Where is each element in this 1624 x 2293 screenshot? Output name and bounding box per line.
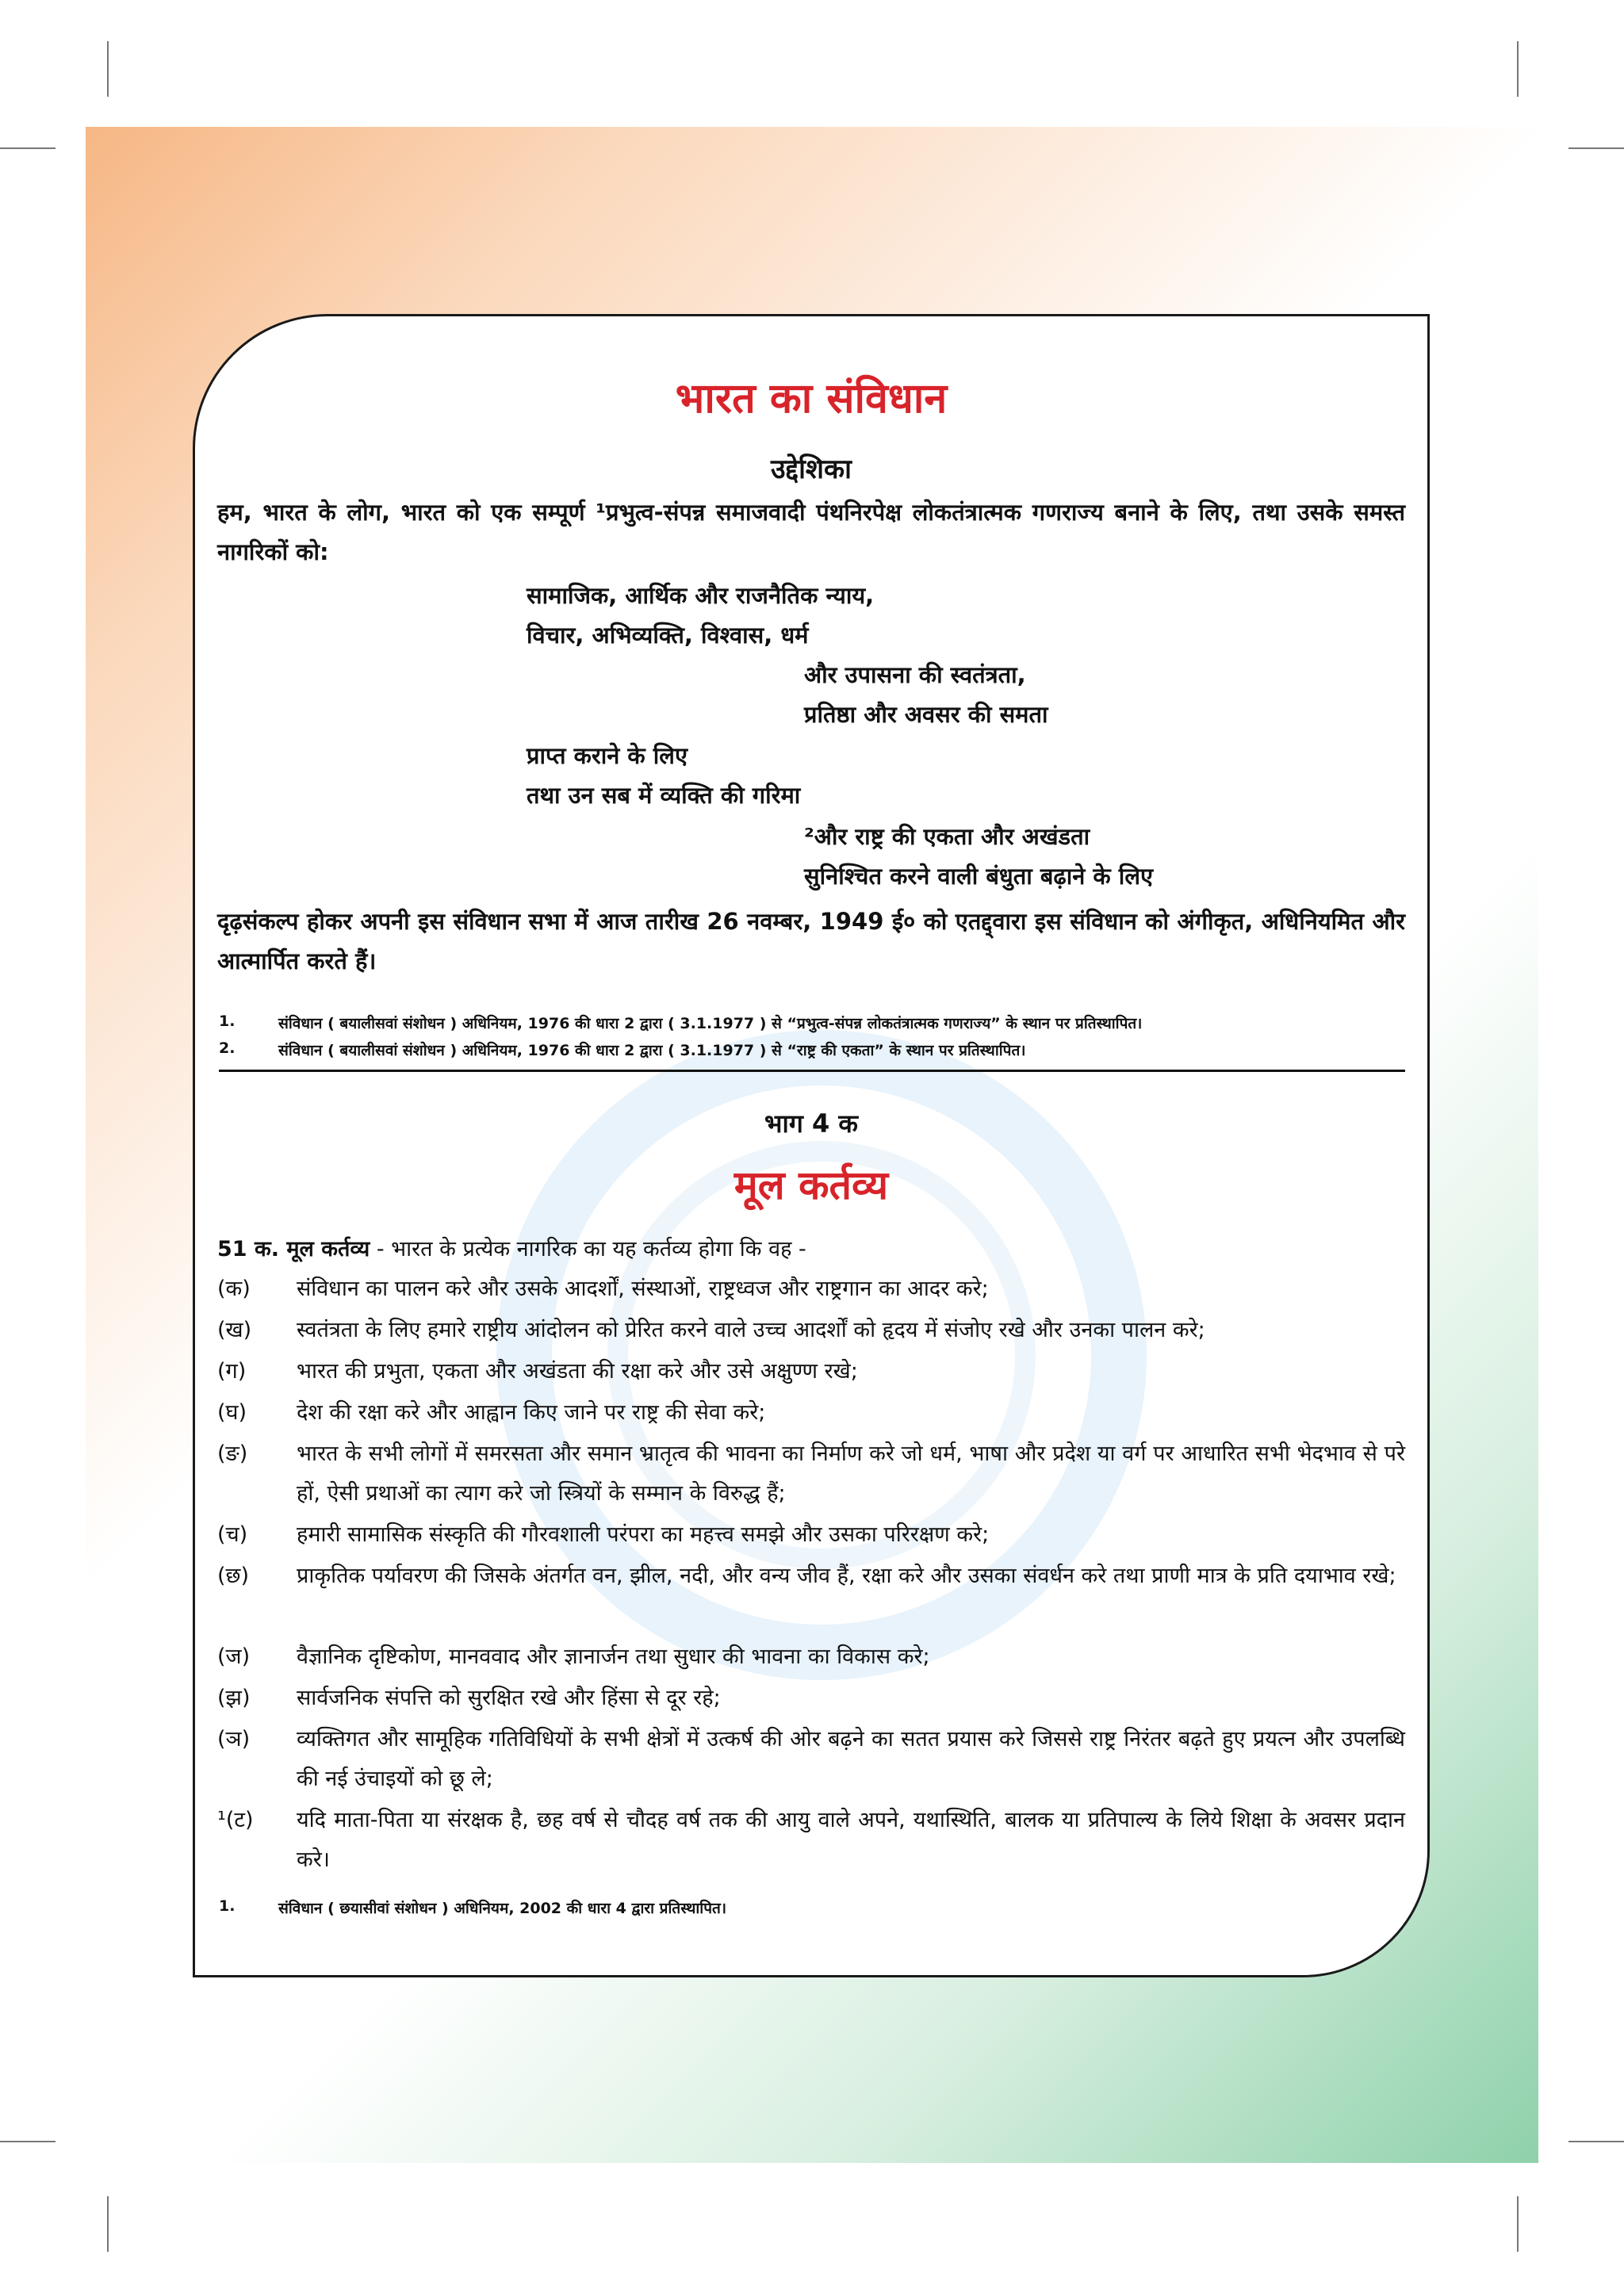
preamble-line: ²और राष्ट्र की एकता और अखंडता [804, 823, 1090, 850]
duty-text: वैज्ञानिक दृष्टिकोण, मानववाद और ज्ञानार्जन तथा सुधार की भावना का विकास करे; [297, 1644, 930, 1669]
duty-label: (च) [217, 1522, 248, 1547]
duties-footnote [219, 1897, 1400, 1918]
article-intro-text: - भारत के प्रत्येक नागरिक का यह कर्तव्य होगा कि वह - [370, 1237, 806, 1261]
article-label: 51 क. मूल कर्तव्य [217, 1237, 370, 1261]
preamble-line: सुनिश्चित करने वाली बंधुता बढ़ाने के लिए [804, 863, 1154, 890]
duty-text: भारत की प्रभुता, एकता और अखंडता की रक्षा करे और उसे अक्षुण्ण रखे; [297, 1359, 858, 1384]
preamble-opening: हम, भारत के लोग, भारत को एक सम्पूर्ण ¹प्रभुत्व-संपन्न समाजवादी पंथनिरपेक्ष लोकतंत्रात्मक गणराज्य बनाने के लिए, तथा उसके समस्त नागरिकों को: [217, 499, 1405, 565]
duty-item [217, 1311, 1405, 1350]
preamble-line: प्राप्त कराने के लिए [527, 742, 688, 769]
duty-text: यदि माता-पिता या संरक्षक है, छह वर्ष से चौदह वर्ष तक की आयु वाले अपने, यथास्थिति, बालक या प्रतिपाल्य के लिये शिक्षा के अवसर प्रदान करे। [297, 1808, 1405, 1872]
duty-label: (घ) [217, 1400, 247, 1425]
duty-item [217, 1393, 1405, 1433]
footnote-number: 1. [219, 1013, 236, 1030]
footnote-number: 1. [219, 1897, 236, 1915]
duty-text: व्यक्तिगत और सामूहिक गतिविधियों के सभी क्षेत्रों में उत्कर्ष की ओर बढ़ने का सतत प्रयास करे जिससे राष्ट्र निरंतर बढ़ते हुए प्रयत्न और उपलब्धि की नई उंचाइयों को छू ले; [297, 1727, 1405, 1791]
duty-item [217, 1556, 1405, 1636]
footnote-number: 2. [219, 1039, 236, 1057]
duty-text: हमारी सामासिक संस्कृति की गौरवशाली परंपरा का महत्त्व समझे और उसका परिरक्षण करे; [297, 1522, 990, 1547]
crop-mark [1517, 41, 1519, 97]
duty-item [217, 1637, 1405, 1677]
duty-item [217, 1434, 1405, 1514]
duties-intro [217, 1230, 1405, 1269]
preamble-title: भारत का संविधान [675, 375, 948, 423]
preamble-closing: दृढ़संकल्प होकर अपनी इस संविधान सभा में आज तारीख 26 नवम्बर, 1949 ई० को एतद्द्वारा इस संविधान को अंगीकृत, अधिनियमित और आत्मार्पित करते हैं। [217, 908, 1405, 974]
crop-mark [1568, 2141, 1624, 2142]
duty-label: (ञ) [217, 1727, 251, 1751]
duty-text: संविधान का पालन करे और उसके आदर्शों, संस्थाओं, राष्ट्रध्वज और राष्ट्रगान का आदर करे; [297, 1277, 989, 1301]
duty-item [217, 1720, 1405, 1799]
duty-label: (क) [217, 1277, 251, 1301]
duty-label: (ङ) [217, 1441, 248, 1466]
crop-mark [107, 41, 109, 97]
duty-label: (ज) [217, 1644, 251, 1669]
duty-label: (ख) [217, 1318, 252, 1342]
duties-title: मूल कर्तव्य [733, 1162, 889, 1208]
crop-mark [1517, 2196, 1519, 2252]
duty-label: (ग) [217, 1359, 247, 1384]
duty-item [217, 1515, 1405, 1555]
duty-item [217, 1352, 1405, 1391]
duty-text: प्राकृतिक पर्यावरण की जिसके अंतर्गत वन, झील, नदी, और वन्य जीव हैं, रक्षा करे और उसका संवर्धन करे तथा प्राणी मात्र के प्रति दयाभाव रखे; [297, 1564, 1396, 1588]
preamble-line: और उपासना की स्वतंत्रता, [804, 661, 1026, 688]
duty-label: (झ) [217, 1686, 251, 1710]
duty-text: स्वतंत्रता के लिए हमारे राष्ट्रीय आंदोलन को प्रेरित करने वाले उच्च आदर्शों को हृदय में संजोए रखे और उनका पालन करे; [297, 1318, 1205, 1342]
preamble-footnote-2 [219, 1039, 1400, 1060]
preamble-line: सामाजिक, आर्थिक और राजनैतिक न्याय, [527, 582, 875, 609]
part-heading: भाग 4 क [764, 1108, 858, 1139]
duty-text: भारत के सभी लोगों में समरसता और समान भ्रातृत्व की भावना का निर्माण करे जो धर्म, भाषा और प्रदेश या वर्ग पर आधारित सभी भेदभाव से परे हों, ऐसी प्रथाओं का त्याग करे जो स्त्रियों के सम्मान के विरुद्ध हैं; [297, 1441, 1405, 1506]
preamble-line: तथा उन सब में व्यक्ति की गरिमा [527, 782, 801, 809]
section-divider [219, 1070, 1405, 1072]
preamble-footnote-1 [219, 1013, 1400, 1033]
preamble-line: विचार, अभिव्यक्ति, विश्वास, धर्म [527, 622, 809, 649]
crop-mark [0, 147, 56, 149]
footnote-text: संविधान ( बयालीसवां संशोधन ) अधिनियम, 1976 की धारा 2 द्वारा ( 3.1.1977 ) से “प्रभुत्व-संपन्न लोकतंत्रात्मक गणराज्य” के स्थान पर प्रतिस्थापित। [278, 1015, 1143, 1032]
duty-item [217, 1269, 1405, 1309]
crop-mark [0, 2141, 56, 2142]
footnote-text: संविधान ( बयालीसवां संशोधन ) अधिनियम, 1976 की धारा 2 द्वारा ( 3.1.1977 ) से “राष्ट्र की एकता” के स्थान पर प्रतिस्थापित। [278, 1042, 1026, 1059]
duty-text: सार्वजनिक संपत्ति को सुरक्षित रखे और हिंसा से दूर रहे; [297, 1686, 721, 1710]
duty-text: देश की रक्षा करे और आह्वान किए जाने पर राष्ट्र की सेवा करे; [297, 1400, 766, 1425]
duty-label: (छ) [217, 1564, 249, 1588]
preamble-line: प्रतिष्ठा और अवसर की समता [804, 701, 1048, 728]
crop-mark [107, 2196, 109, 2252]
duty-item [217, 1679, 1405, 1718]
content-panel [193, 314, 1430, 1977]
preamble-subtitle: उद्देशिका [771, 454, 852, 485]
duty-item [217, 1801, 1405, 1880]
duty-label: ¹(ट) [217, 1808, 254, 1832]
footnote-text: संविधान ( छयासीवां संशोधन ) अधिनियम, 2002 की धारा 4 द्वारा प्रतिस्थापित। [278, 1900, 727, 1917]
crop-mark [1568, 147, 1624, 149]
